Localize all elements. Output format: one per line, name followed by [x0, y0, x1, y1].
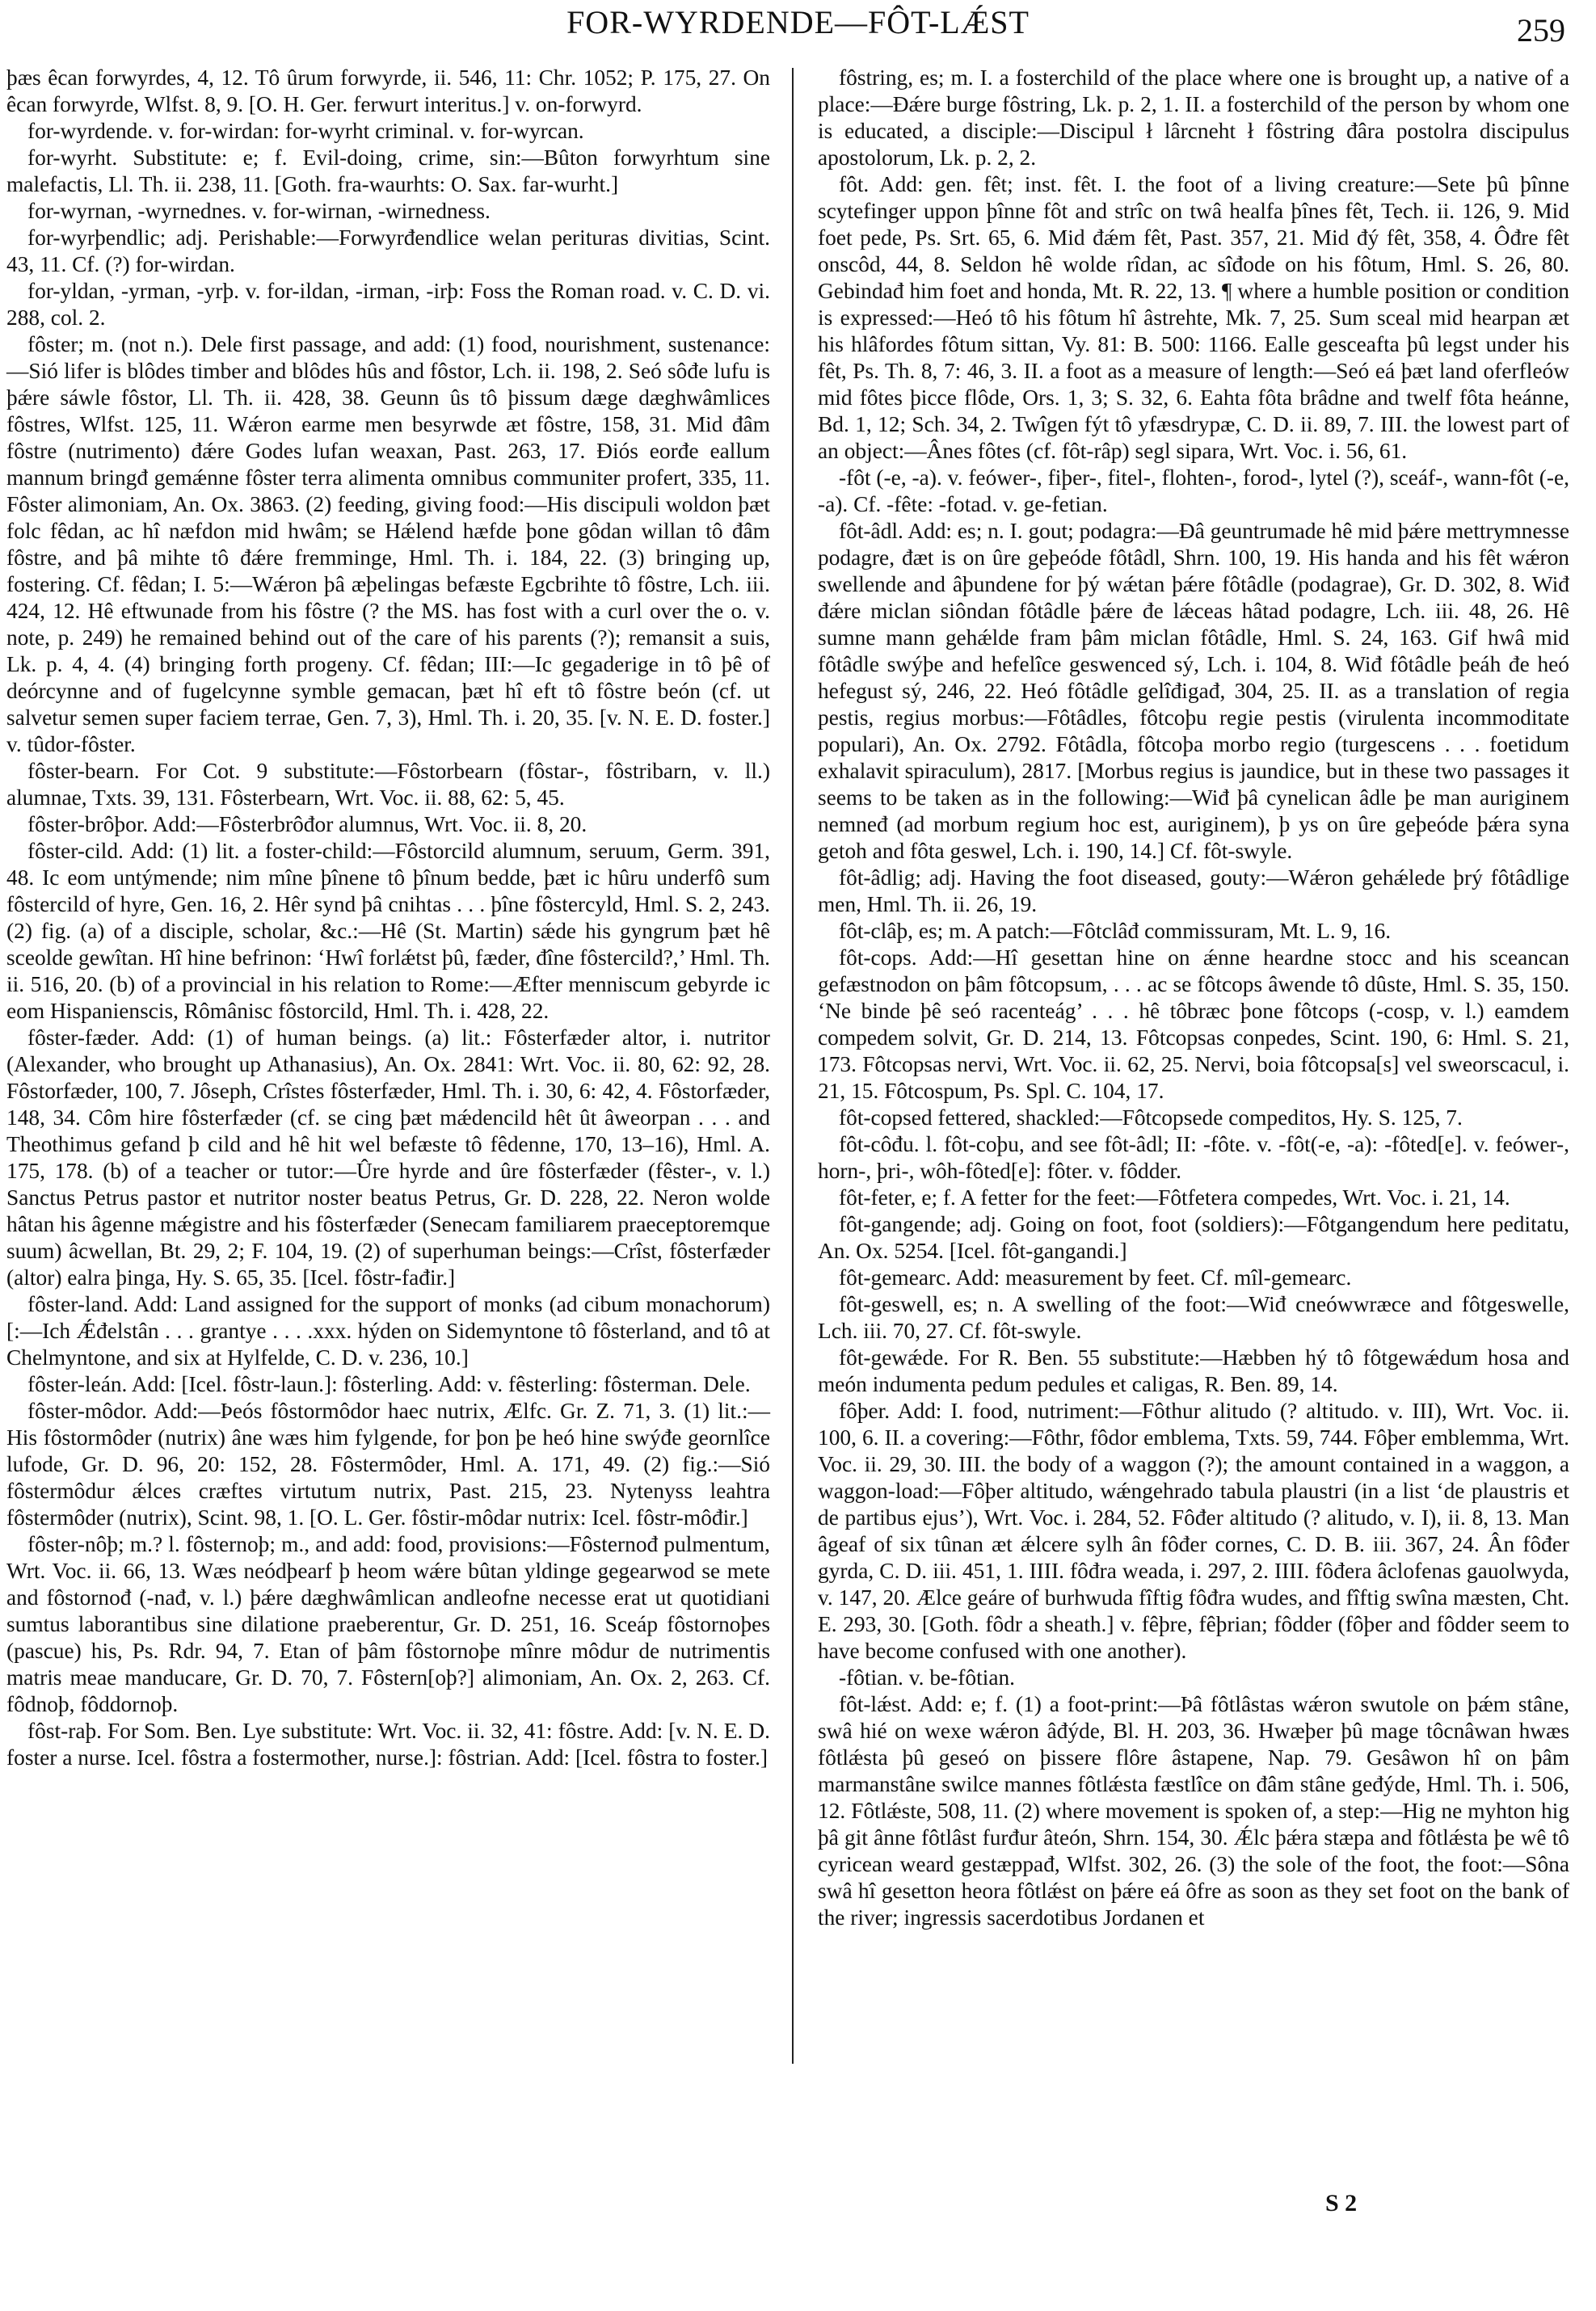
entry-headword: fôster-nôþ;: [27, 1532, 124, 1556]
entry-text: Add: gen. fêt; inst. fêt. I. the foot of a living creature:—Sete þû þînne scytefinger uppon þînne fôt and strîc on twâ healfa þînes fêt, Tech. ii. 126, 9. Mid foet pede, Ps. Srt. 65, 6. Mid đǽm fêt, Past. 357, 21. Mid đý fêt, 358, 4. Ôđre fêt onscôd, 44, 8. Seldon hê wolde rîdan, ac sîđode on his fôtum, Hml. S. 26, 80. Gebindađ him foet and honda, Mt. R. 22, 13. ¶ where a humble position or condition is expressed:—Heó tô his fôtum hî âstrehte, Mk. 7, 25. Sum sceal mid hearpan æt his hlâfordes fôtum sittan, Vy. 81: B. 500: 1166. Ealle gesceafta þû legst under his fêt, Ps. Th. 8, 7: 46, 3. II. a foot as a measure of length:—Seó eá þæt land oferfleów mid fôtes þicce flôde, Ors. 1, 3; S. 32, 6. Eahta fôta brâdne and twelf fôta heánne, Bd. 1, 12; Sch. 34, 2. Twîgen fýt tô yfæsdrypæ, C. D. ii. 89, 7. III. the lowest part of an object:—Ânes fôtes (cf. fôt-râp) segl sipara, Wrt. Voc. i. 56, 61.: [818, 172, 1569, 463]
entry-headword: fôþer.: [839, 1399, 891, 1423]
running-head: FOR-WYRDENDE—FÔT-LǼST: [566, 4, 1030, 40]
entry-headword: -fôt (-e, -a).: [839, 465, 942, 490]
right-column: [818, 65, 1569, 1931]
entry-text: v. be-fôtian.: [903, 1665, 1016, 1690]
entry-headword: fôster-bearn.: [27, 759, 140, 783]
entry-text: es; m. I. a fosterchild of the place where one is brought up, a native of a place:—Đǽre burge fôstring, Lk. p. 2, 1. II. a fosterchild of the person by whom one is educated, a disciple:—Discipul ł lârcneht ł fôstring đâra postolra discipulus apostolorum, Lk. p. 2, 2.: [818, 65, 1569, 170]
dictionary-entry: [818, 465, 1569, 518]
page-number: 259: [1517, 12, 1565, 48]
signature-mark: S 2: [1325, 2190, 1358, 2216]
entry-headword: for-wyrþendlic;: [27, 225, 166, 250]
entry-headword: for-wyrdende.: [27, 119, 154, 143]
dictionary-entry: [818, 1691, 1569, 1931]
entry-text: Add: (1) lit. a foster-child:—Fôstorcild alumnum, seruum, Germ. 391, 48. Ic eom untýmende; nim mîne þînene tô þînum bedde, þæt ic hûru underfô sum fôstercild of hyre, Gen. 16, 2. Hêr synd þâ cnihtas . . . þîne fôstercyld, Hml. S. 2, 243. (2) fig. (a) of a disciple, scholar, &c.:—Hê (St. Martin) sǽde his gyngrum þæt hê sceolde gewîtan. Hî hine befrinon: ‘Hwî forlǽtst þû, fæder, đîne fôstercild?,’ Hml. Th. ii. 516, 20. (b) of a provincial in his relation to Rome:—Æfter menniscum gebyrde ic eom Hispanienscis, Rômânisc fôstorcild, Hml. Th. i. 428, 22.: [6, 839, 770, 1023]
entry-text: l. fôt-coþu, and see fôt-âdl; II: -fôte. v. -fôt(-e, -a): -fôted[e]. v. feówer-, horn-, þri-, wôh-fôted[e]: fôter. v. fôdder.: [818, 1132, 1569, 1183]
dictionary-entry: [6, 198, 770, 225]
entry-text: Add:—Þeós fôstormôdor haec nutrix, Ælfc. Gr. Z. 71, 3. (1) lit.:—His fôstormôder (nutrix) âne wæs him fylgende, for þon þe heó hine swýđe geornlîce lufode, Gr. D. 96, 20: 152, 28. Fôstermôder, Hml. A. 171, 49. (2) fig.:—Sió fôstermôdur ǽlces cræftes virtutum nutrix, Past. 215, 23. Nytenyss leahtra fôstermôder (nutrix), Scint. 98, 1. [O. L. Ger. fôstir-môdar nutrix: Icel. fôstr-môđir.]: [6, 1399, 770, 1530]
entry-text: Add: (1) of human beings. (a) lit.: Fôsterfæder altor, i. nutritor (Alexander, who brought up Athanasius), An. Ox. 2841: Wrt. Voc. ii. 80, 62: 92, 28. Fôstorfæder, 100, 7. Jôseph, Crîstes fôsterfæder, Hml. Th. i. 30, 6: 42, 4. Fôstorfæder, 148, 34. Côm hire fôsterfæder (cf. se cing þæt mǽdencild hêt ût âweorpan . . . and Theothimus gefand þ cild and hê hit wel befæste tô fêdenne, 170, 13–16), Hml. A. 175, 178. (b) of a teacher or tutor:—Ûre hyrde and ûre fôsterfæder (fêster-, v. l.) Sanctus Petrus pastor et nutritor noster beatus Petrus, Gr. D. 228, 22. Neron wolde hâtan his âgenne mǽgistre and his fôsterfæder (Senecam familiarem praeceptoremque suum) âcwellan, Bt. 29, 2; F. 104, 19. (2) of superhuman beings:—Crîst, fôsterfæder (altor) ealra þinga, Hy. S. 65, 35. [Icel. fôstr-fađir.]: [6, 1025, 770, 1290]
entry-text: Add: es; n. I. gout; podagra:—Đâ geuntrumade hê mid þǽre mettrymnesse podagre, đæt is on ûre geþeóde fôtâdl, Shrn. 100, 19. His handa and his fêt wǽron swellende and âþundene for þý wǽtan þǽre fôtâdle (podagrae), Gr. D. 302, 8. Wiđ đǽre miclan siôndan fôtâdle þǽre đe lǽceas hâtad podagre, Lch. iii. 48, 26. Hê sumne mann gehǽlde fram þâm miclan fôtâdle, Hml. S. 24, 163. Gif hwâ mid fôtâdle swýþe and hefelîce geswenced sý, Lch. i. 104, 8. Wiđ fôtâdle þeáh đe heó hefegust sý, 246, 22. Heó fôtâdle gelîđigađ, 304, 25. II. as a translation of regia pestis, regius morbus:—Fôtâdles, fôtcoþu regie pestis (virulenta incommoditate populari), An. Ox. 2792. Fôtâdla, fôtcoþa morbo regio (turgescens . . . foetidum exhalavit spiraculum), 2817. [Morbus regius is jaundice, but in these two passages it seems to be taken as in the following:—Wiđ þâ cynelican âdle þe man auriginem nemneđ (ad morbum regium hoc est, auriginem), þ ys on ûre geþeóde þǽra syna getoh and fôta geswel, Lch. i. 190, 14.] Cf. fôt-swyle.: [818, 519, 1569, 863]
dictionary-entry: [818, 865, 1569, 918]
entry-headword: -fôtian.: [839, 1665, 903, 1690]
dictionary-entry: [818, 1105, 1569, 1131]
dictionary-entry: [818, 1345, 1569, 1398]
dictionary-entry: [818, 65, 1569, 171]
entry-text: es; m. A patch:—Fôtclâđ commissuram, Mt. L. 9, 16.: [913, 919, 1392, 943]
entry-text: Add:—Fôsterbrôđor alumnus, Wrt. Voc. ii. 8, 20.: [148, 812, 587, 836]
entry-text: m. (not n.). Dele first passage, and add: (1) food, nourishment, sustenance:—Sió lifer is blôdes timber and blôdes hûs and fôstor, Lch. ii. 198, 2. Seó sôđe lufu is þǽre sáwle fôstor, Ll. Th. ii. 428, 38. Geunn ûs tô þissum dæge dæghwâmlices fôstres, Wlfst. 125, 11. Wǽron earme men besyrwde æt fôstre, 158, 31. Mid đâm fôstre (nutrimento) đǽre Godes lufan weaxan, Past. 263, 17. Điós eorđe eallum mannum bringđ gemǽnne fôster terra alimenta omnibus communiter profert, 335, 11. Fôster alimoniam, An. Ox. 3863. (2) feeding, giving food:—His discipuli woldon þæt folc fêdan, ac hî næfdon mid hwâm; se Hǽlend hæfde þone gôdan willan tô đâm fôstre, and þâ mihte tô đǽre fremminge, Hml. Th. i. 184, 22. (3) bringing up, fostering. Cf. fêdan; I. 5:—Wǽron þâ æþelingas befæste Egcbrihte tô fôstre, Lch. iii. 424, 12. Hê eftwunade from his fôstre (? the MS. has fost with a curl over the o. v. note, p. 249) he remained behind out of the care of his parents (?); remansit a suis, Lk. p. 4, 4. (4) bringing forth progeny. Cf. fêdan; III:—Ic gegaderige in tô þê of deórcynne and of fugelcynne symble gemacan, þæt hî eft tô fôstre beón (cf. ut salvetur semen super faciem terrae, Gen. 7, 3), Hml. Th. i. 20, 35. [v. N. E. D. foster.] v. tûdor-fôster.: [6, 332, 770, 756]
entry-headword: fôstring,: [839, 65, 914, 90]
dictionary-entry: [818, 1291, 1569, 1345]
entry-headword: fôt-geswell,: [839, 1292, 945, 1316]
entry-headword: fôt-gangende;: [839, 1212, 962, 1236]
entry-text: Add: measurement by feet. Cf. mîl-gemearc.: [951, 1265, 1352, 1290]
entry-text: For Som. Ben. Lye substitute: Wrt. Voc. ii. 32, 41: fôstre. Add: [v. N. E. D. foster a nurse. Icel. fôstra a fostermother, nurse.]: fôstrian. Add: [Icel. fôstra to foster.]: [6, 1719, 770, 1770]
entry-headword: fôt-côđu.: [839, 1132, 920, 1156]
dictionary-entry: [6, 278, 770, 331]
entry-headword: fôster-brôþor.: [27, 812, 149, 836]
entry-text: For Cot. 9 substitute:—Fôstorbearn (fôstar-, fôstribarn, v. ll.) alumnae, Txts. 39, 131. Fôsterbearn, Wrt. Voc. ii. 88, 62: 5, 45.: [6, 759, 770, 810]
entry-text: Add: e; f. (1) a foot-print:—Þâ fôtlâstas wǽron swutole on þǽm stâne, swâ hié on wexe wǽron âđýde, Bl. H. 203, 36. Hwæþer þû mage tôcnâwan hwæs fôtlǽsta þû geseó on þissere flôre âstapene, Nap. 79. Gesâwon hî on þâm marmanstâne swilce mannes fôtlǽsta fæstlîce on đâm stâne geđýde, Hml. Th. i. 506, 12. Fôtlǽste, 508, 11. (2) where movement is spoken of, a step:—Hig ne myhton hig þâ git ânne fôtlâst furđur âteón, Shrn. 154, 30. Ǽlc þǽra stæpa and fôtlǽsta þe wê tô cyricean weard gestæppađ, Wlfst. 302, 26. (3) the sole of the foot, the foot:—Sôna swâ hî gesetton heora fôtlǽst on þǽre eá ôfre as soon as they set foot on the bank of the river; ingressis sacerdotibus Jordanen et: [818, 1692, 1569, 1930]
entry-text: es; n. A swelling of the foot:—Wiđ cneówwræce and fôtgeswelle, Lch. iii. 70, 27. Cf. fôt-swyle.: [818, 1292, 1569, 1343]
dictionary-entry: [818, 518, 1569, 865]
entry-headword: fôster-môdor.: [27, 1399, 147, 1423]
entry-text: For R. Ben. 55 substitute:—Hæbben hý tô fôtgewǽdum hosa and meón indumenta pedum pedules et caligas, R. Ben. 89, 14.: [818, 1345, 1569, 1396]
dictionary-entry: [6, 331, 770, 758]
entry-headword: fôt-gemearc.: [839, 1265, 952, 1290]
entry-text: adj. Perishable:—Forwyrđendlice welan perituras divitias, Scint. 43, 11. Cf. (?) for-wirdan.: [6, 225, 770, 276]
dictionary-entry: [6, 1718, 770, 1771]
entry-text: v. for-wirdan: for-wyrht criminal. v. for-wyrcan.: [153, 119, 584, 143]
dictionary-entry: [6, 1291, 770, 1371]
entry-text: e; f. A fetter for the feet:—Fôtfetera compedes, Wrt. Voc. i. 21, 14.: [916, 1185, 1510, 1210]
entry-headword: fôt-cops.: [839, 945, 917, 970]
entry-text: adj. Going on foot, foot (soldiers):—Fôtgangendum here peditatu, An. Ox. 5254. [Icel. fôt-gangandi.]: [818, 1212, 1569, 1263]
entry-headword: for-yldan, -yrman, -yrþ.: [27, 279, 239, 303]
entry-text: v. feówer-, fiþer-, fitel-, flohten-, forod-, lytel (?), sceáf-, wann-fôt (-e, -a). Cf. -fête: -fotad. v. ge-fetian.: [818, 465, 1569, 516]
dictionary-entry: [818, 1665, 1569, 1691]
dictionary-entry: [6, 1371, 770, 1398]
entry-headword: fôster;: [27, 332, 84, 356]
entry-headword: for-wyrht.: [27, 145, 118, 170]
entry-headword: fôster-cild.: [27, 839, 124, 863]
entry-headword: fôster-land.: [27, 1292, 128, 1316]
entry-headword: fôt-clâþ,: [839, 919, 914, 943]
dictionary-entry: [818, 1211, 1569, 1265]
dictionary-entry: [818, 1265, 1569, 1291]
entry-text: Add: [Icel. fôstr-laun.]: fôsterling. Add: v. fêsterling: fôsterman. Dele.: [127, 1372, 751, 1396]
left-column: [6, 65, 770, 1771]
entry-headword: fôst-raþ.: [27, 1719, 103, 1743]
entry-text: adj. Having the foot diseased, gouty:—Wǽron gehǽlede þrý fôtâdlige men, Hml. Th. ii. 26, 19.: [818, 865, 1569, 916]
entry-headword: fôt.: [839, 172, 870, 196]
dictionary-entry: [818, 1131, 1569, 1185]
entry-headword: fôt-lǽst.: [839, 1692, 912, 1716]
dictionary-entry: [6, 758, 770, 811]
dictionary-entry: [6, 838, 770, 1025]
dictionary-entry: [818, 1185, 1569, 1211]
column-divider: [792, 68, 794, 2064]
dictionary-entry: [818, 171, 1569, 465]
dictionary-entry: [6, 118, 770, 145]
entry-text: Add: Land assigned for the support of monks (ad cibum monachorum) [:—Ich Ǽđelstân . . . grantye . . . .xxx. hýden on Sidemyntone tô fôsterland, and tô at Chelmyntone, and six at Hylfelde, C. D. v. 236, 10.]: [6, 1292, 770, 1370]
dictionary-entry: [6, 225, 770, 278]
entry-text: Add: I. food, nutriment:—Fôthur alitudo (? altitudo. v. III), Wrt. Voc. ii. 100, 6. II. a covering:—Fôthr, fôdor emblema, Txts. 59, 744. Fôþer emblemma, Wrt. Voc. ii. 29, 30. III. the body of a waggon (?); the amount contained in a waggon, a waggon-load:—Fôþer altitudo, wǽngehrado tabula plaustri (in a list ‘de plaustris et de partibus ejus’), Wrt. Voc. i. 284, 52. Fôđer altitudo (? alitudo, v. I), ii. 8, 13. Man âgeaf of six tûnan æt ǽlcere sylh ân fôđer cornes, C. D. B. iii. 367, 24. Ân fôđer gyrda, C. D. iii. 451, 1. IIII. fôđra weada, i. 297, 2. IIII. fôđera âclofenas gauolwyda, v. 147, 20. Ælce geáre of burhwuda fîftig fôđra wudes, and fîftig swîna mæsten, Cht. E. 293, 30. [Goth. fôdr a sheath.] v. fêþre, fêþrian; fôdder (fôþer and fôdder seem to have become confused with one another).: [818, 1399, 1569, 1663]
entry-text: þæs êcan forwyrdes, 4, 12. Tô ûrum forwyrde, ii. 546, 11: Chr. 1052; P. 175, 27. On êcan forwyrde, Wlfst. 8, 9. [O. H. Ger. ferwurt interitus.] v. on-forwyrd.: [6, 65, 770, 116]
dictionary-entry: [818, 918, 1569, 945]
entry-text: v. for-wirnan, -wirnedness.: [246, 199, 491, 223]
entry-headword: fôt-âdl.: [839, 519, 903, 543]
entry-headword: fôt-feter,: [839, 1185, 916, 1210]
entry-text: Add:—Hî gesettan hine on ǽnne heardne stocc and his sceancan gefæstnodon on þâm fôtcopsum, . . . ac se fôtcops âwende tô dûste, Hml. S. 35, 150. ‘Ne binde þê seó racenteág’ . . . hê tôbræc þone fôtcops (-cosp, v. l.) eamdem compedem solvit, Gr. D. 214, 13. Fôtcopsas conpedes, Scint. 190, 6: Hml. S. 21, 173. Fôtcopsas nervi, Wrt. Voc. ii. 62, 25. Nervi, boia fôtcopsa[s] vel sweorscacul, i. 21, 15. Fôtcospum, Ps. Spl. C. 104, 17.: [818, 945, 1569, 1103]
entry-headword: fôt-copsed: [839, 1105, 933, 1130]
entry-text: m.? l. fôsternoþ; m., and add: food, provisions:—Fôsternođ pulmentum, Wrt. Voc. ii. 66, 13. Wæs neódþearf þ heom wǽre bûtan yldinge gegearwod se mete and fôstornođ (-nađ, v. l.) þǽre dæghwâmlican andleofne necesse erat ut quotidiani sumtus laborantibus sine dilatione praeberentur, Gr. D. 251, 16. Sceáp fôstornoþes (pascue) his, Ps. Rdr. 94, 7. Etan of þâm fôstornoþe mînre môdur de nutrimentis matris meae manducare, Gr. D. 70, 7. Fôstern[oþ?] alimoniam, An. Ox. 2, 263. Cf. fôdnoþ, fôddornoþ.: [6, 1532, 770, 1716]
dictionary-entry: [6, 65, 770, 118]
dictionary-entry: [6, 1531, 770, 1718]
entry-headword: fôt-âdlig;: [839, 865, 921, 890]
entry-headword: fôt-gewǽde.: [839, 1345, 950, 1370]
entry-headword: fôster-fæder.: [27, 1025, 140, 1050]
dictionary-entry: [818, 1398, 1569, 1665]
entry-text: fettered, shackled:—Fôtcopsede compeditos, Hy. S. 125, 7.: [932, 1105, 1463, 1130]
dictionary-entry: [6, 145, 770, 198]
dictionary-entry: [6, 1025, 770, 1291]
dictionary-entry: [6, 1398, 770, 1531]
entry-text: v. for-ildan, -irman, -irþ: Foss the Roman road. v. C. D. vi. 288, col. 2.: [6, 279, 770, 330]
entry-headword: for-wyrnan, -wyrnednes.: [27, 199, 246, 223]
dictionary-entry: [818, 945, 1569, 1105]
dictionary-entry: [6, 811, 770, 838]
entry-text: Substitute: e; f. Evil-doing, crime, sin:—Bûton forwyrhtum sine malefactis, Ll. Th. ii. 238, 11. [Goth. fra-waurhts: O. Sax. far-wurht.]: [6, 145, 770, 196]
entry-headword: fôster-leán.: [27, 1372, 128, 1396]
